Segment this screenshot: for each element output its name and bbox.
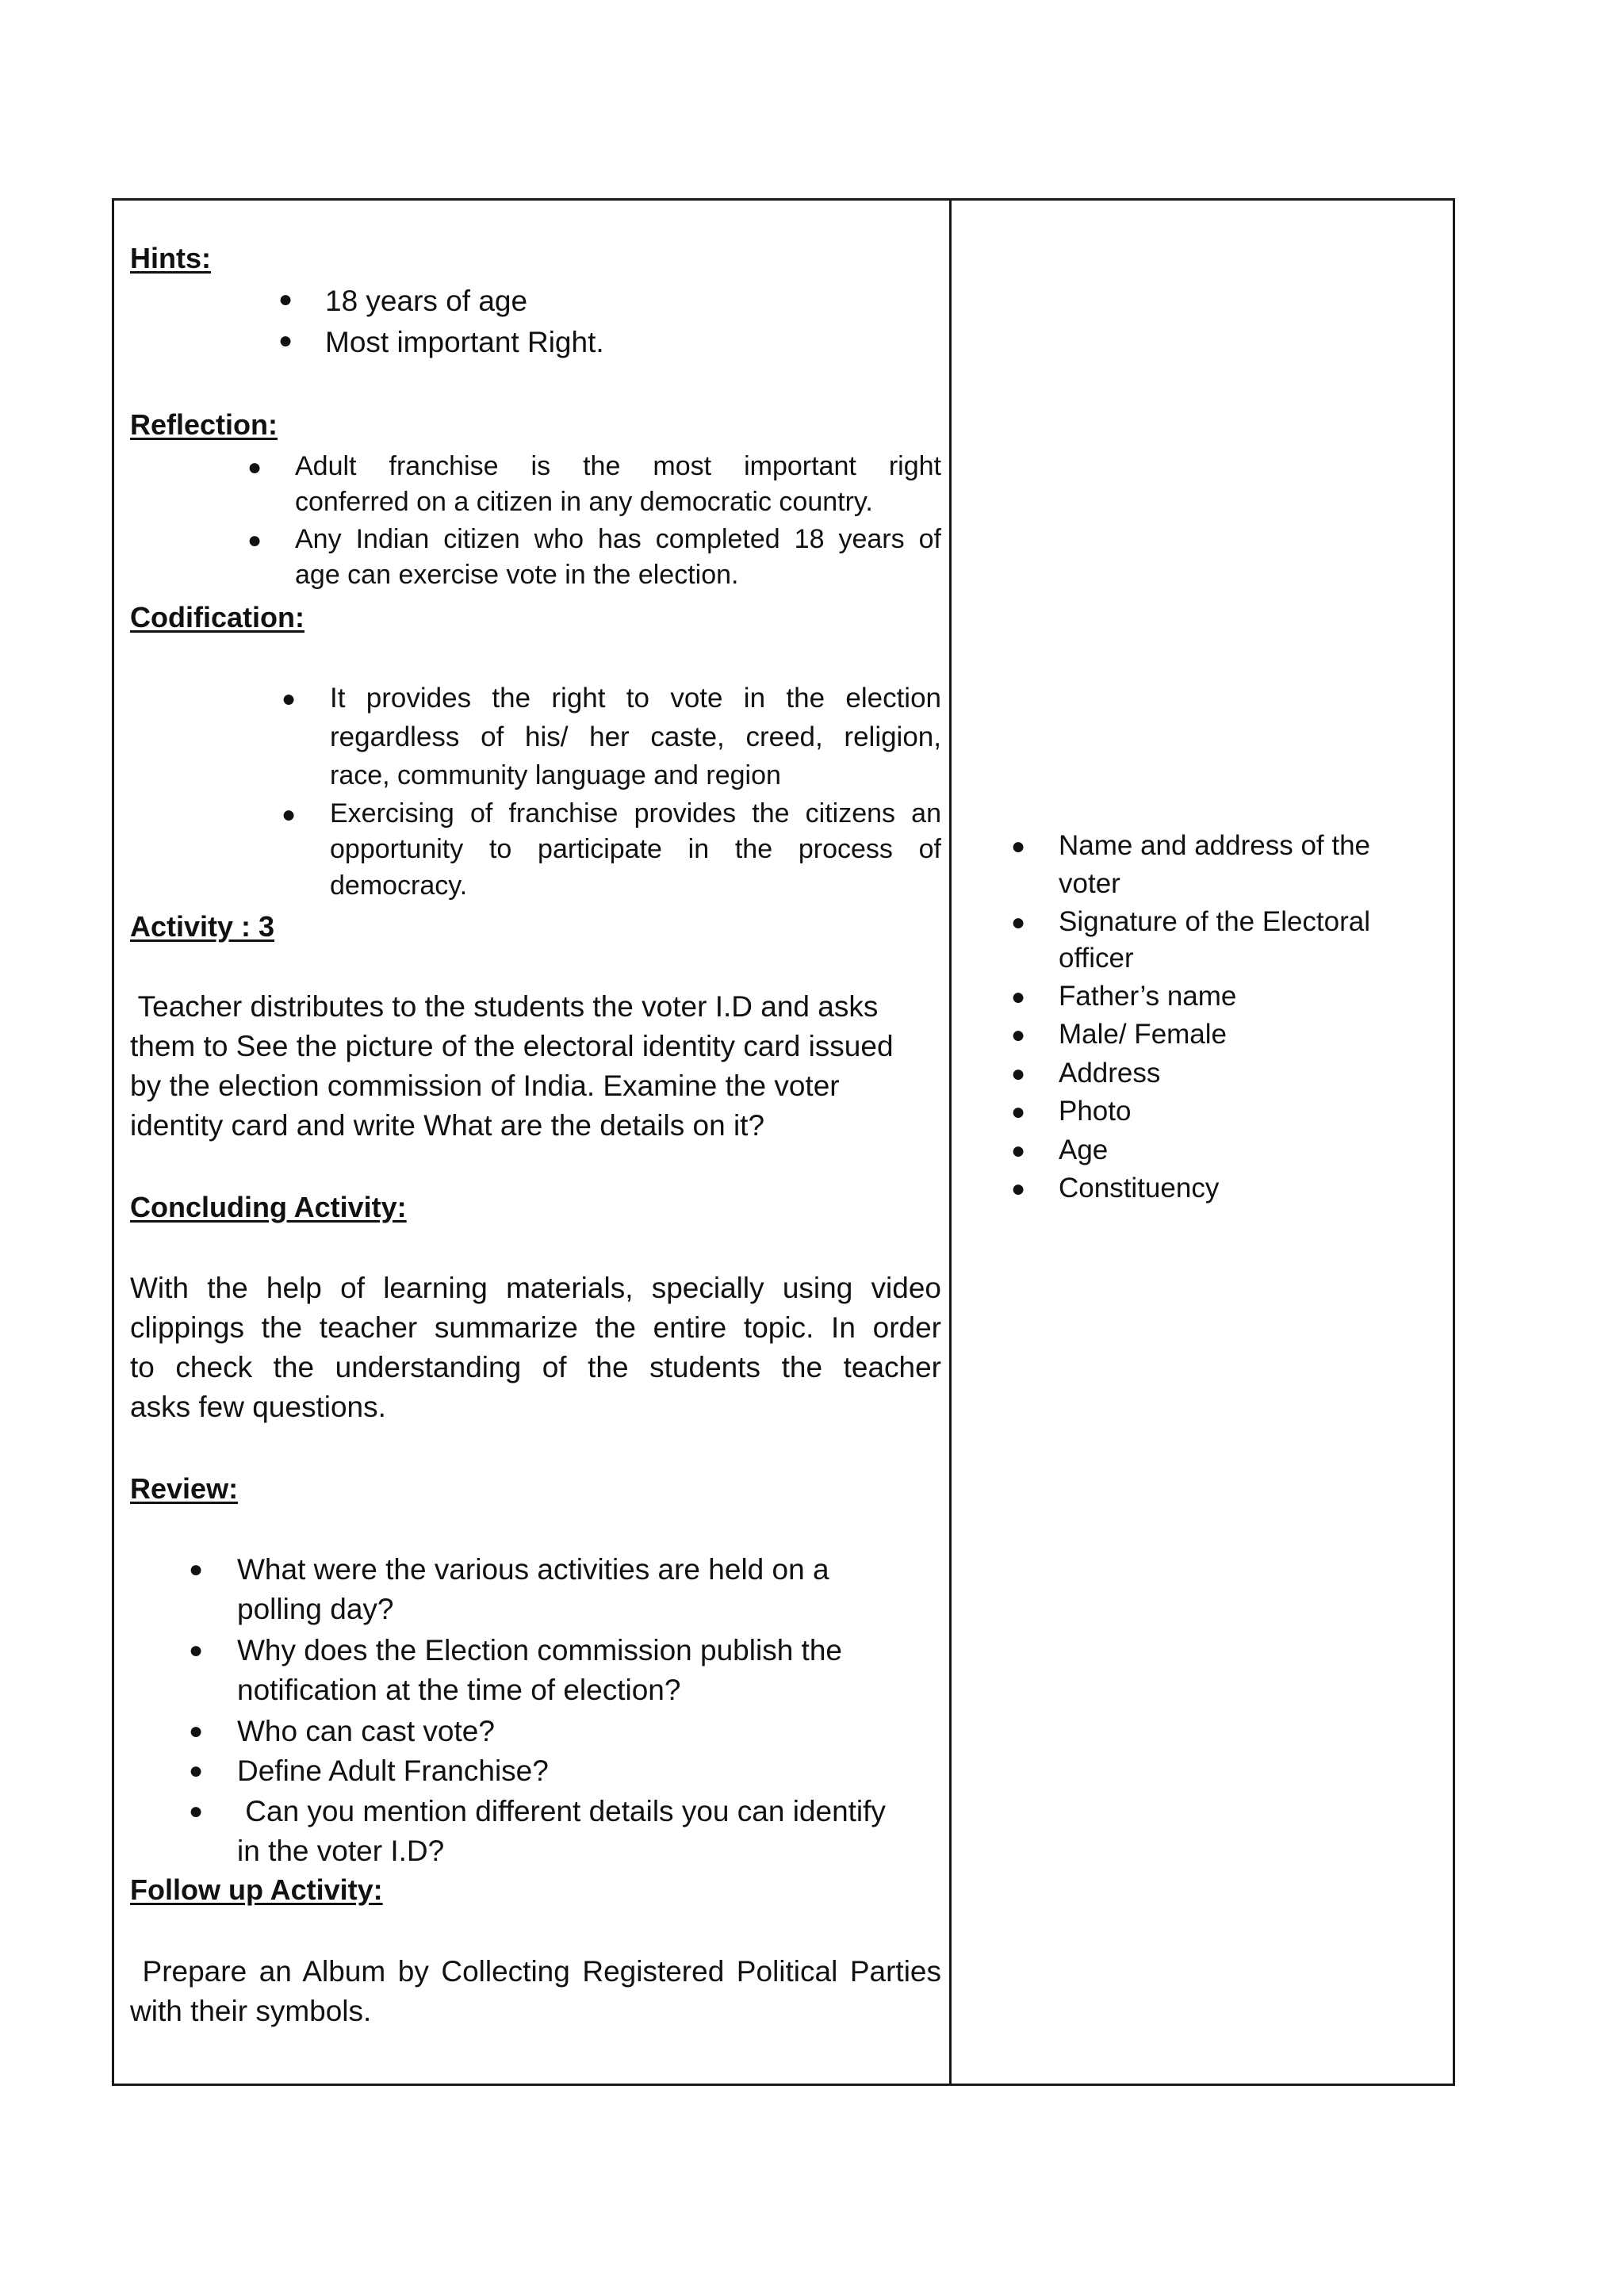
voter-id-detail-line: Photo xyxy=(1059,1096,1132,1127)
bullet-icon: ● xyxy=(189,1556,204,1582)
hint-item: 18 years of age xyxy=(325,285,528,317)
review-question-line: Who can cast vote? xyxy=(237,1715,495,1747)
activity-3-line: them to See the picture of the electoral identity card issued xyxy=(130,1030,894,1062)
reflection-item-line: Adult franchise is the most important right xyxy=(295,451,941,481)
voter-id-detail-line: Name and address of the xyxy=(1059,830,1371,861)
bullet-icon: ● xyxy=(1011,1061,1026,1087)
activity-3-line: Teacher distributes to the students the voter I.D and asks xyxy=(130,990,879,1023)
bullet-icon: ● xyxy=(189,1637,204,1663)
lesson-table xyxy=(112,198,1455,2086)
bullet-icon: ● xyxy=(1011,1099,1026,1125)
concluding-line: asks few questions. xyxy=(130,1391,386,1423)
bullet-icon: ● xyxy=(1011,909,1026,936)
codification-item-line: opportunity to participate in the process of xyxy=(330,834,941,864)
hint-item: Most important Right. xyxy=(325,326,604,358)
follow-up-line: with their symbols. xyxy=(130,1995,372,2027)
review-question-line: What were the various activities are held on a xyxy=(237,1553,829,1586)
follow-up-line: Prepare an Album by Collecting Registered Political Parties xyxy=(130,1955,941,1988)
codification-item-line: regardless of his/ her caste, creed, religion, xyxy=(330,721,941,752)
voter-id-detail-line: voter xyxy=(1059,868,1120,899)
bullet-icon: ● xyxy=(247,454,262,480)
voter-id-detail-line: Father’s name xyxy=(1059,981,1237,1012)
bullet-icon: ● xyxy=(189,1718,204,1744)
bullet-icon: ● xyxy=(189,1798,204,1824)
review-question-line: notification at the time of election? xyxy=(237,1674,681,1706)
codification-item-line: Exercising of franchise provides the citizens an xyxy=(330,798,941,828)
voter-id-detail-line: Male/ Female xyxy=(1059,1019,1228,1050)
follow-up-activity-heading: Follow up Activity: xyxy=(130,1873,383,1906)
voter-id-detail-line: Constituency xyxy=(1059,1173,1220,1203)
left-column xyxy=(130,201,941,2084)
concluding-line: to check the understanding of the students the teacher xyxy=(130,1351,941,1383)
activity-3-heading: Activity : 3 xyxy=(130,910,275,943)
bullet-icon: ● xyxy=(1011,984,1026,1010)
review-heading: Review: xyxy=(130,1472,239,1505)
concluding-line: With the help of learning materials, specially using video xyxy=(130,1272,941,1304)
bullet-icon: ● xyxy=(282,802,297,828)
right-column xyxy=(952,201,1453,2084)
reflection-item-line: age can exercise vote in the election. xyxy=(295,560,739,590)
codification-item-line: democracy. xyxy=(330,871,468,901)
bullet-icon: ● xyxy=(1011,1138,1026,1164)
bullet-icon: ● xyxy=(282,686,297,712)
codification-item-line: It provides the right to vote in the election xyxy=(330,683,941,714)
bullet-icon: ● xyxy=(247,527,262,553)
review-question-line: Why does the Election commission publish the xyxy=(237,1634,842,1667)
concluding-line: clippings the teacher summarize the entire topic. In order xyxy=(130,1311,941,1344)
bullet-icon: ● xyxy=(278,286,293,312)
bullet-icon: ● xyxy=(189,1758,204,1784)
codification-item-line: race, community language and region xyxy=(330,760,781,790)
voter-id-detail-line: Age xyxy=(1059,1135,1109,1165)
concluding-activity-heading: Concluding Activity: xyxy=(130,1191,407,1223)
voter-id-detail-line: Address xyxy=(1059,1058,1161,1089)
reflection-heading: Reflection: xyxy=(130,408,278,441)
review-question-line: Can you mention different details you can identify xyxy=(237,1795,886,1827)
activity-3-line: identity card and write What are the details on it? xyxy=(130,1109,765,1142)
bullet-icon: ● xyxy=(1011,1176,1026,1202)
activity-3-line: by the election commission of India. Examine the voter xyxy=(130,1070,840,1102)
review-question-line: Define Adult Franchise? xyxy=(237,1755,549,1787)
bullet-icon: ● xyxy=(278,327,293,354)
reflection-item-line: Any Indian citizen who has completed 18 years of xyxy=(295,524,941,554)
voter-id-detail-line: officer xyxy=(1059,943,1134,974)
bullet-icon: ● xyxy=(1011,833,1026,859)
codification-heading: Codification: xyxy=(130,601,304,633)
voter-id-detail-line: Signature of the Electoral xyxy=(1059,906,1371,937)
bullet-icon: ● xyxy=(1011,1022,1026,1048)
reflection-item-line: conferred on a citizen in any democratic country. xyxy=(295,487,873,517)
hints-heading: Hints: xyxy=(130,242,211,274)
review-question-line: in the voter I.D? xyxy=(237,1835,445,1867)
review-question-line: polling day? xyxy=(237,1593,394,1625)
